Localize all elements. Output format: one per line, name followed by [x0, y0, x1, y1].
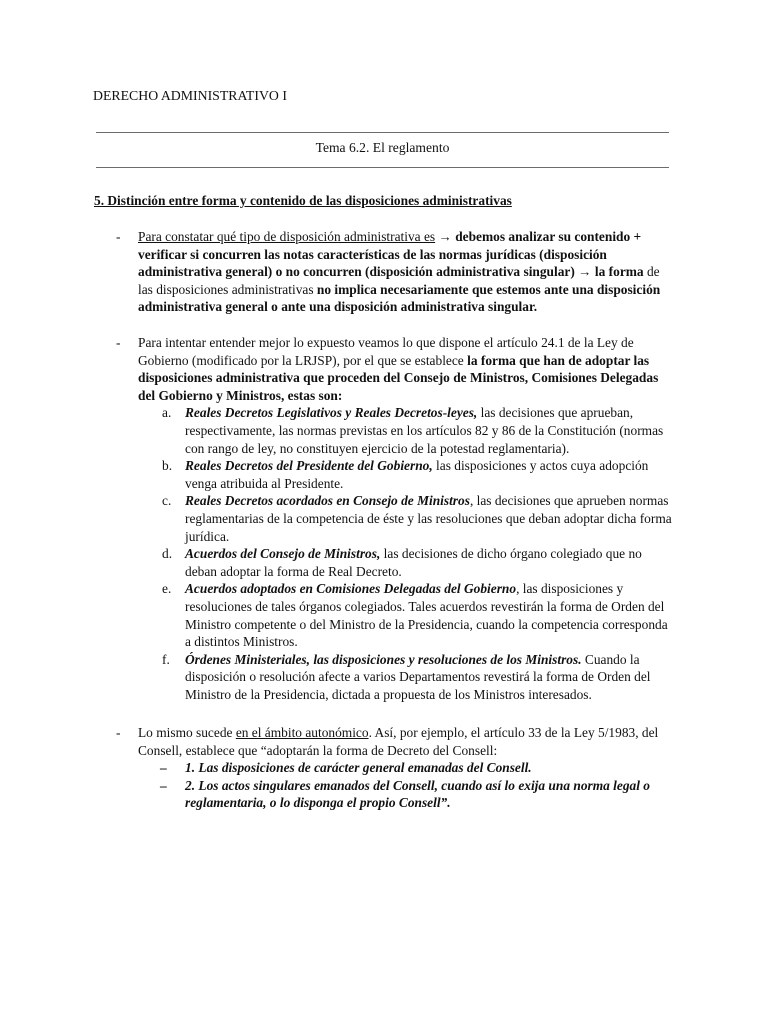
list-marker: e.	[162, 581, 172, 597]
topic-title: Tema 6.2. El reglamento	[315, 140, 450, 155]
bold-text: la forma que han de adoptar las disposiciones administrativa que proceden del Consejo de Ministros, Comisiones Delegadas del Gobierno y Ministros, estas son:	[138, 352, 659, 403]
item-text: las decisiones que aprueban, respectivamente, las normas previstas en los artículos 82 y 86 de la Constitución (normas con rango de ley, no constituyen ejercicio de la potestad reglamentaria).	[185, 405, 664, 456]
item-emphasis: Acuerdos del Consejo de Ministros,	[185, 546, 381, 562]
list-marker: a.	[162, 405, 172, 421]
plain-text: Lo mismo sucede	[138, 725, 236, 740]
list-marker: d.	[162, 546, 173, 562]
item-emphasis: Reales Decretos del Presidente del Gobierno,	[185, 458, 433, 474]
bullet-dash: -	[116, 335, 121, 350]
list-item	[138, 457, 674, 492]
list-item	[138, 759, 674, 777]
list-item	[138, 651, 674, 704]
list-item	[138, 580, 674, 650]
list-item	[138, 545, 674, 580]
bullet-dash: -	[116, 725, 121, 740]
list-item	[138, 777, 674, 812]
paragraph-ambito-autonomico	[116, 724, 674, 812]
document-title: DERECHO ADMINISTRATIVO I	[93, 88, 287, 103]
list-item	[138, 404, 674, 457]
paragraph-ley-gobierno	[116, 334, 674, 703]
item-emphasis: Reales Decretos acordados en Consejo de Ministros	[185, 493, 470, 509]
item-text: las decisiones de dicho órgano colegiado que no deban adoptar la forma de Real Decreto.	[185, 546, 642, 579]
item-text: 2. Los actos singulares emanados del Consell, cuando así lo exija una norma legal o reglamentaria, o lo disponga el propio Consell”.	[185, 777, 651, 811]
plain-text: de las disposiciones administrativas	[138, 264, 660, 297]
item-emphasis: Reales Decretos Legislativos y Reales Decretos-leyes,	[185, 405, 478, 421]
section-heading: 5. Distinción entre forma y contenido de las disposiciones administrativas	[94, 193, 512, 208]
item-text: , las decisiones que aprueben normas reglamentarias de la competencia de éste y las resoluciones que deban adoptar dicha forma jurídica.	[185, 493, 672, 544]
plain-text: Para intentar entender mejor lo expuesto veamos lo que dispone el artículo 24.1 de la Ley de Gobierno (modificado por la LRJSP), por el que se establece	[138, 335, 634, 368]
arrow: →	[435, 229, 456, 244]
paragraph-form-vs-content	[116, 228, 674, 316]
item-emphasis: Acuerdos adoptados en Comisiones Delegadas del Gobierno	[185, 581, 517, 597]
item-text: Cuando la disposición o resolución afecte a varios Departamentos revestirá la forma de Orden del Ministro de la Presidencia, dictada a propuesta de los Ministros interesados.	[185, 651, 651, 702]
bold-text: debemos analizar su contenido + verificar si concurren las notas características de las normas jurídicas (disposición administrativa general) o no concurren (disposición administrativa singular) → la forma	[138, 229, 644, 280]
list-marker: c.	[162, 493, 172, 509]
list-item	[138, 492, 674, 545]
underlined-lead: Para constatar qué tipo de disposición administrativa es	[138, 229, 436, 244]
list-marker: b.	[162, 458, 173, 474]
list-marker: –	[160, 777, 167, 793]
underlined-text: en el ámbito autonómico	[235, 725, 369, 740]
item-emphasis: Órdenes Ministeriales, las disposiciones y resoluciones de los Ministros.	[185, 651, 582, 667]
item-text: las disposiciones y actos cuya adopción venga atribuida al Presidente.	[185, 458, 649, 491]
forms-list	[138, 404, 674, 703]
bullet-dash: -	[116, 229, 121, 244]
list-marker: –	[160, 760, 167, 776]
plain-text: . Así, por ejemplo, el artículo 33 de la Ley 5/1983, del Consell, establece que “adoptarán la forma de Decreto del Consell:	[138, 725, 659, 758]
top-divider	[96, 132, 669, 133]
item-text: 1. Las disposiciones de carácter general emanadas del Consell.	[185, 760, 532, 776]
item-text: , las disposiciones y resoluciones de tales órganos colegiados. Tales acuerdos revestirán la forma de Orden del Ministro competente o del Ministro de la Presidencia, cuando la competencia corresponda a distintos Ministros.	[185, 581, 668, 650]
list-marker: f.	[162, 651, 170, 667]
consell-list	[138, 759, 674, 812]
bold-text: no implica necesariamente que estemos ante una disposición administrativa general o ante una disposición administrativa singular.	[138, 281, 661, 315]
bottom-divider	[96, 167, 669, 168]
